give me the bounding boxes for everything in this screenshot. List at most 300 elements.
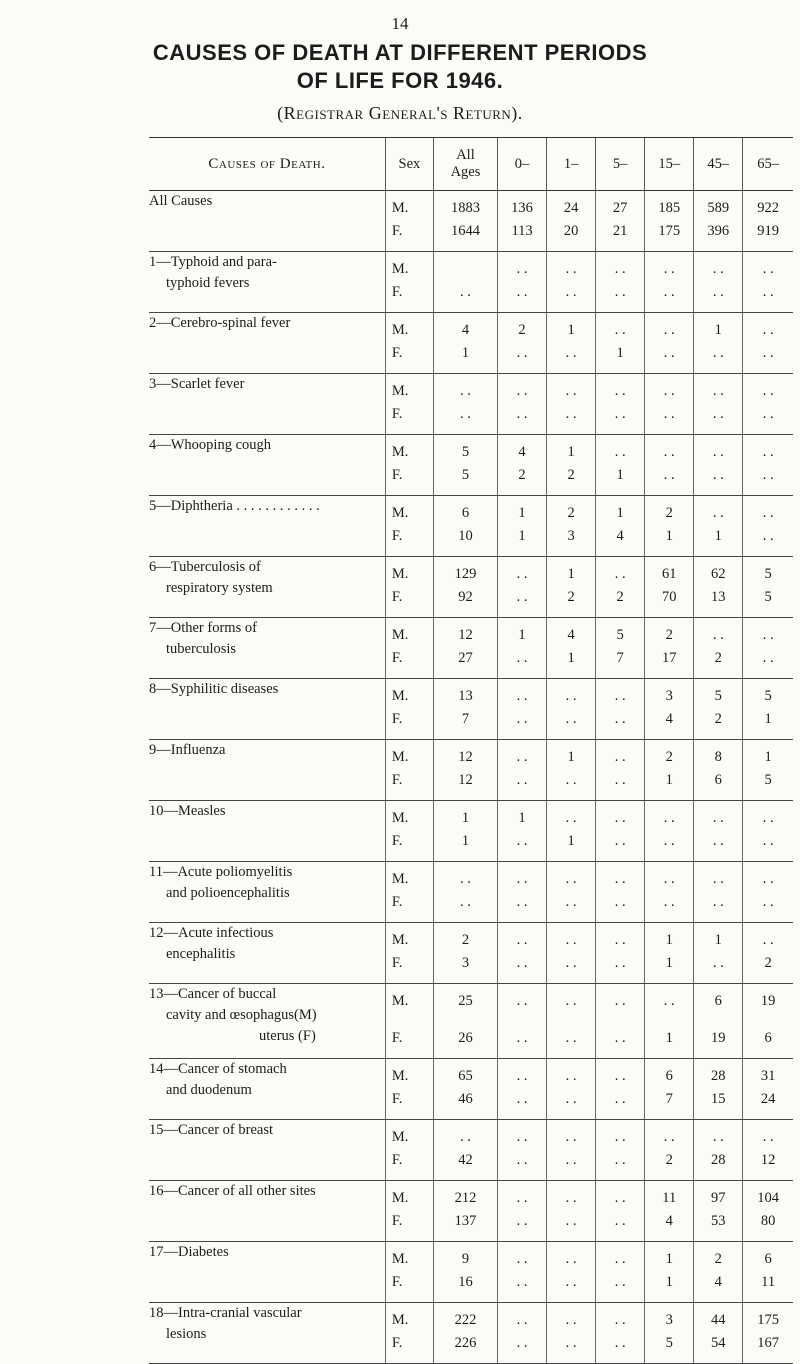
value-female: 2 [567, 589, 575, 605]
table-row [149, 496, 793, 557]
sex-cell [385, 435, 433, 496]
value-cell [694, 923, 743, 984]
value-female: . . [460, 406, 471, 422]
sex-cell [385, 191, 433, 252]
sex-cell [385, 923, 433, 984]
cause-cell [149, 1120, 385, 1181]
value-cell [645, 435, 694, 496]
value-male: 1 [461, 810, 470, 826]
sex-female: F. [391, 284, 403, 300]
sex-female: F. [391, 406, 403, 422]
sex-male: M. [391, 1068, 409, 1084]
value-female: 919 [757, 223, 780, 239]
sex-male: M. [391, 1190, 409, 1206]
value-female: . . [516, 1274, 528, 1290]
sex-cell [385, 1303, 433, 1364]
value-female: 5 [764, 589, 772, 605]
value-female: . . [516, 833, 528, 849]
value-female: . . [762, 528, 774, 544]
value-cell [645, 1242, 694, 1303]
value-female: . . [516, 894, 528, 910]
value-male: . . [565, 261, 577, 277]
value-male: . . [516, 1190, 528, 1206]
value-cell [596, 252, 645, 313]
cause-label: uterus (F) [259, 1028, 316, 1044]
cause-label: All Causes [149, 193, 213, 209]
value-cell [498, 618, 547, 679]
sex-cell [385, 1181, 433, 1242]
value-cell [596, 1242, 645, 1303]
value-cell [694, 679, 743, 740]
value-male: 1 [518, 505, 526, 521]
sex-female: F. [391, 772, 403, 788]
sex-cell [385, 252, 433, 313]
value-female: 113 [511, 223, 533, 239]
value-female: 2 [764, 955, 772, 971]
value-male: . . [565, 1068, 577, 1084]
sex-female: F. [391, 1152, 403, 1168]
cause-label: 13—Cancer of buccal [149, 986, 277, 1002]
value-cell [743, 252, 793, 313]
cause-label: 16—Cancer of all other sites [149, 1183, 316, 1199]
table-row [149, 618, 793, 679]
value-female: 7 [665, 1091, 673, 1107]
value-cell [645, 496, 694, 557]
value-female: 6 [764, 1030, 772, 1046]
value-male: . . [762, 444, 774, 460]
value-male: 175 [757, 1312, 780, 1328]
value-female: . . [712, 894, 724, 910]
sex-cell [385, 862, 433, 923]
value-female: 2 [665, 1152, 673, 1168]
value-female: . . [762, 345, 774, 361]
value-cell [433, 374, 497, 435]
value-female: . . [614, 1213, 626, 1229]
value-female: . . [663, 833, 675, 849]
value-cell [498, 374, 547, 435]
value-cell [547, 496, 596, 557]
value-cell [645, 984, 694, 1059]
value-cell [498, 984, 547, 1059]
value-cell [743, 1303, 793, 1364]
value-cell [694, 1242, 743, 1303]
value-female: . . [762, 833, 774, 849]
sex-male: M. [391, 444, 409, 460]
sex-female: F. [391, 711, 403, 727]
value-female: 2 [567, 467, 575, 483]
value-female: . . [516, 1213, 528, 1229]
value-male: . . [565, 1129, 577, 1145]
value-female: . . [565, 1213, 577, 1229]
cause-label: 8—Syphilitic diseases [149, 681, 279, 697]
value-male: . . [565, 810, 577, 826]
sex-male: M. [391, 749, 409, 765]
page-title-line-2: OF LIFE FOR 1946. [296, 68, 504, 93]
value-male: 2 [567, 505, 575, 521]
sex-cell [385, 679, 433, 740]
value-male: . . [614, 688, 626, 704]
value-cell [694, 435, 743, 496]
cause-label: 18—Intra-cranial vascular [149, 1305, 302, 1321]
value-female: 42 [458, 1152, 473, 1168]
cause-cell [149, 923, 385, 984]
value-female: 1 [567, 833, 575, 849]
value-cell [547, 984, 596, 1059]
value-male: . . [663, 444, 675, 460]
value-female: . . [614, 1030, 626, 1046]
value-cell [743, 679, 793, 740]
value-female: 19 [711, 1030, 726, 1046]
cause-cell [149, 801, 385, 862]
value-cell [433, 1242, 497, 1303]
value-cell [645, 1181, 694, 1242]
value-female: 7 [461, 711, 470, 727]
value-male: . . [762, 871, 774, 887]
value-female: 226 [454, 1335, 477, 1351]
value-female: . . [712, 955, 724, 971]
sex-female: F. [391, 1091, 403, 1107]
value-male: . . [565, 688, 577, 704]
value-male: . . [565, 1190, 577, 1206]
page-title: CAUSES OF DEATH AT DIFFERENT PERIODS [152, 40, 648, 65]
value-male: 12 [458, 627, 473, 643]
value-female: . . [762, 467, 774, 483]
value-male: 212 [454, 1190, 477, 1206]
value-cell [645, 557, 694, 618]
subtitle: (Registrar General's Return). [277, 103, 523, 123]
value-male: 1 [567, 566, 575, 582]
cause-label: tuberculosis [166, 641, 237, 657]
value-female: . . [663, 284, 675, 300]
value-female: 1 [665, 955, 673, 971]
value-male: 1 [714, 932, 722, 948]
value-male: 3 [665, 1312, 673, 1328]
value-cell [743, 1120, 793, 1181]
value-female: . . [516, 772, 528, 788]
cause-cell [149, 557, 385, 618]
value-female: . . [614, 284, 626, 300]
value-female: . . [614, 772, 626, 788]
value-male: . . [712, 383, 724, 399]
value-cell [547, 1181, 596, 1242]
value-cell [743, 618, 793, 679]
value-male: . . [614, 1251, 626, 1267]
value-cell [547, 1242, 596, 1303]
value-male: 1 [518, 810, 526, 826]
value-female: 27 [458, 650, 473, 666]
cause-label: 6—Tuberculosis of [149, 559, 261, 575]
value-cell [433, 923, 497, 984]
value-cell [596, 984, 645, 1059]
value-female: . . [516, 589, 528, 605]
value-cell [694, 1120, 743, 1181]
value-cell [433, 618, 497, 679]
value-male: . . [460, 383, 471, 399]
value-female: 15 [711, 1091, 726, 1107]
sex-male: M. [391, 322, 409, 338]
value-female: 70 [661, 589, 677, 605]
value-female: 5 [764, 772, 772, 788]
value-male: 13 [458, 688, 473, 704]
value-male: . . [516, 932, 528, 948]
value-cell [547, 1303, 596, 1364]
value-female: 12 [760, 1152, 776, 1168]
header-age-5: 5– [596, 138, 645, 191]
value-female: . . [762, 406, 774, 422]
value-female: 1644 [450, 223, 480, 239]
value-cell [498, 740, 547, 801]
value-male: . . [516, 688, 528, 704]
table-row [149, 679, 793, 740]
value-cell [547, 1059, 596, 1120]
value-male: 65 [458, 1068, 473, 1084]
value-male: . . [663, 261, 675, 277]
value-cell [498, 862, 547, 923]
sex-cell [385, 374, 433, 435]
value-male: 6 [764, 1251, 772, 1267]
value-cell [547, 801, 596, 862]
value-female: 1 [714, 528, 722, 544]
value-cell [498, 1242, 547, 1303]
value-male: 61 [661, 566, 677, 582]
value-cell [433, 1181, 497, 1242]
value-female: 13 [711, 589, 726, 605]
value-male: 222 [454, 1312, 477, 1328]
value-male: . . [614, 1129, 626, 1145]
value-cell [547, 1120, 596, 1181]
value-cell [694, 618, 743, 679]
value-cell [743, 801, 793, 862]
cause-label: lesions [166, 1326, 207, 1342]
value-female: . . [460, 894, 471, 910]
value-cell [498, 313, 547, 374]
value-male: . . [663, 383, 675, 399]
value-female: . . [516, 406, 528, 422]
value-male: . . [460, 871, 471, 887]
value-female: 53 [711, 1213, 726, 1229]
value-cell [596, 679, 645, 740]
table-row [149, 740, 793, 801]
value-male: . . [663, 1129, 675, 1145]
value-male: . . [663, 871, 675, 887]
value-female: . . [712, 284, 724, 300]
sex-cell [385, 618, 433, 679]
value-cell [596, 801, 645, 862]
sex-male: M. [391, 871, 409, 887]
sex-male: M. [391, 627, 409, 643]
value-cell [596, 740, 645, 801]
value-male: 185 [658, 200, 681, 216]
value-cell [433, 1059, 497, 1120]
value-male: . . [614, 749, 626, 765]
value-cell [743, 1242, 793, 1303]
value-cell [645, 740, 694, 801]
value-cell [743, 1059, 793, 1120]
sex-cell [385, 1242, 433, 1303]
value-cell [433, 740, 497, 801]
value-female: 4 [714, 1274, 722, 1290]
page-number: 14 [391, 14, 409, 33]
header-sex: Sex [385, 138, 433, 191]
table-row [149, 923, 793, 984]
value-female: 1 [616, 345, 624, 361]
value-male: 19 [760, 993, 776, 1009]
value-male: 6 [461, 505, 470, 521]
sex-female: F. [391, 467, 403, 483]
header-age-45: 45– [694, 138, 743, 191]
value-male: 5 [461, 444, 470, 460]
cause-cell [149, 496, 385, 557]
sex-male: M. [391, 1251, 409, 1267]
value-female: 26 [458, 1030, 473, 1046]
value-cell [645, 618, 694, 679]
value-male: 1 [567, 444, 575, 460]
value-female: 1 [665, 528, 673, 544]
header-cause: Causes of Death. [149, 138, 385, 191]
value-female: . . [460, 284, 471, 300]
value-male: 8 [714, 749, 722, 765]
value-cell [645, 1059, 694, 1120]
value-male: . . [712, 871, 724, 887]
value-cell [694, 374, 743, 435]
value-male: 5 [616, 627, 624, 643]
value-female: 3 [567, 528, 575, 544]
sex-female: F. [391, 894, 403, 910]
value-female: . . [614, 1335, 626, 1351]
table-row [149, 1181, 793, 1242]
value-female: 12 [458, 772, 473, 788]
sex-cell [385, 740, 433, 801]
value-female: 167 [757, 1335, 780, 1351]
table-row [149, 1059, 793, 1120]
value-cell [596, 191, 645, 252]
value-male: 1 [665, 932, 673, 948]
value-female: . . [516, 711, 528, 727]
value-cell [498, 801, 547, 862]
value-cell [596, 557, 645, 618]
value-male: . . [614, 444, 626, 460]
value-female: 2 [616, 589, 624, 605]
value-female: . . [663, 345, 675, 361]
value-female: 6 [714, 772, 722, 788]
value-cell [645, 679, 694, 740]
value-male: 24 [563, 200, 579, 216]
value-female: 2 [518, 467, 526, 483]
value-female: . . [614, 833, 626, 849]
value-male: 922 [757, 200, 780, 216]
value-female: . . [614, 1274, 626, 1290]
value-male: . . [663, 993, 675, 1009]
value-female: . . [614, 1091, 626, 1107]
value-male: . . [762, 322, 774, 338]
value-female: . . [663, 467, 675, 483]
value-male: 1883 [450, 200, 480, 216]
value-male: 4 [567, 627, 575, 643]
value-cell [694, 984, 743, 1059]
sex-female: F. [391, 833, 403, 849]
cause-cell [149, 1181, 385, 1242]
value-male: . . [614, 261, 626, 277]
value-female: . . [712, 406, 724, 422]
value-male: . . [565, 383, 577, 399]
cause-label: 3—Scarlet fever [149, 376, 245, 392]
value-cell [743, 496, 793, 557]
table-row [149, 984, 793, 1059]
cause-cell [149, 374, 385, 435]
table-row [149, 862, 793, 923]
cause-label: 2—Cerebro-spinal fever [149, 315, 291, 331]
value-cell [547, 923, 596, 984]
value-male: . . [663, 322, 675, 338]
value-cell [645, 252, 694, 313]
value-male: 1 [567, 322, 575, 338]
header-all-ages-line1: All [456, 147, 475, 163]
sex-female: F. [391, 1274, 403, 1290]
value-female: 46 [458, 1091, 473, 1107]
value-cell [694, 496, 743, 557]
cause-label: 4—Whooping cough [149, 437, 272, 453]
value-female: . . [516, 650, 528, 666]
value-female: . . [565, 1152, 577, 1168]
cause-cell [149, 435, 385, 496]
value-cell [433, 801, 497, 862]
sex-male: M. [391, 810, 409, 826]
value-female: 1 [764, 711, 772, 727]
value-male: . . [565, 993, 577, 1009]
value-male: . . [516, 1129, 528, 1145]
value-female: . . [614, 711, 626, 727]
value-female: . . [565, 1091, 577, 1107]
value-female: . . [565, 345, 577, 361]
table-row [149, 1242, 793, 1303]
value-female: 4 [616, 528, 624, 544]
value-male: 6 [665, 1068, 673, 1084]
value-cell [743, 862, 793, 923]
value-cell [498, 557, 547, 618]
sex-female: F. [391, 955, 403, 971]
value-male: . . [614, 1068, 626, 1084]
value-male: . . [712, 627, 724, 643]
cause-cell [149, 313, 385, 374]
value-female: . . [516, 1030, 528, 1046]
value-cell [498, 1059, 547, 1120]
value-female: 1 [616, 467, 624, 483]
value-male: 1 [616, 505, 624, 521]
value-cell [694, 1059, 743, 1120]
value-cell [547, 618, 596, 679]
value-male: 129 [454, 566, 477, 582]
value-cell [498, 923, 547, 984]
value-cell [433, 679, 497, 740]
cause-label: respiratory system [166, 580, 273, 596]
value-female: . . [516, 955, 528, 971]
value-female: 20 [563, 223, 579, 239]
value-female: 28 [711, 1152, 726, 1168]
value-cell [433, 496, 497, 557]
sex-cell [385, 984, 433, 1059]
value-male: 1 [714, 322, 722, 338]
value-male: . . [516, 566, 528, 582]
value-female: . . [762, 894, 774, 910]
value-male: 25 [458, 993, 473, 1009]
cause-label: 7—Other forms of [149, 620, 257, 636]
value-cell [498, 679, 547, 740]
value-female: 11 [761, 1274, 776, 1290]
value-male: 1 [518, 627, 526, 643]
header-age-15: 15– [645, 138, 694, 191]
value-male: . . [614, 322, 626, 338]
cause-label: 5—Diphtheria . . . . . . . . . . . . [149, 498, 320, 514]
